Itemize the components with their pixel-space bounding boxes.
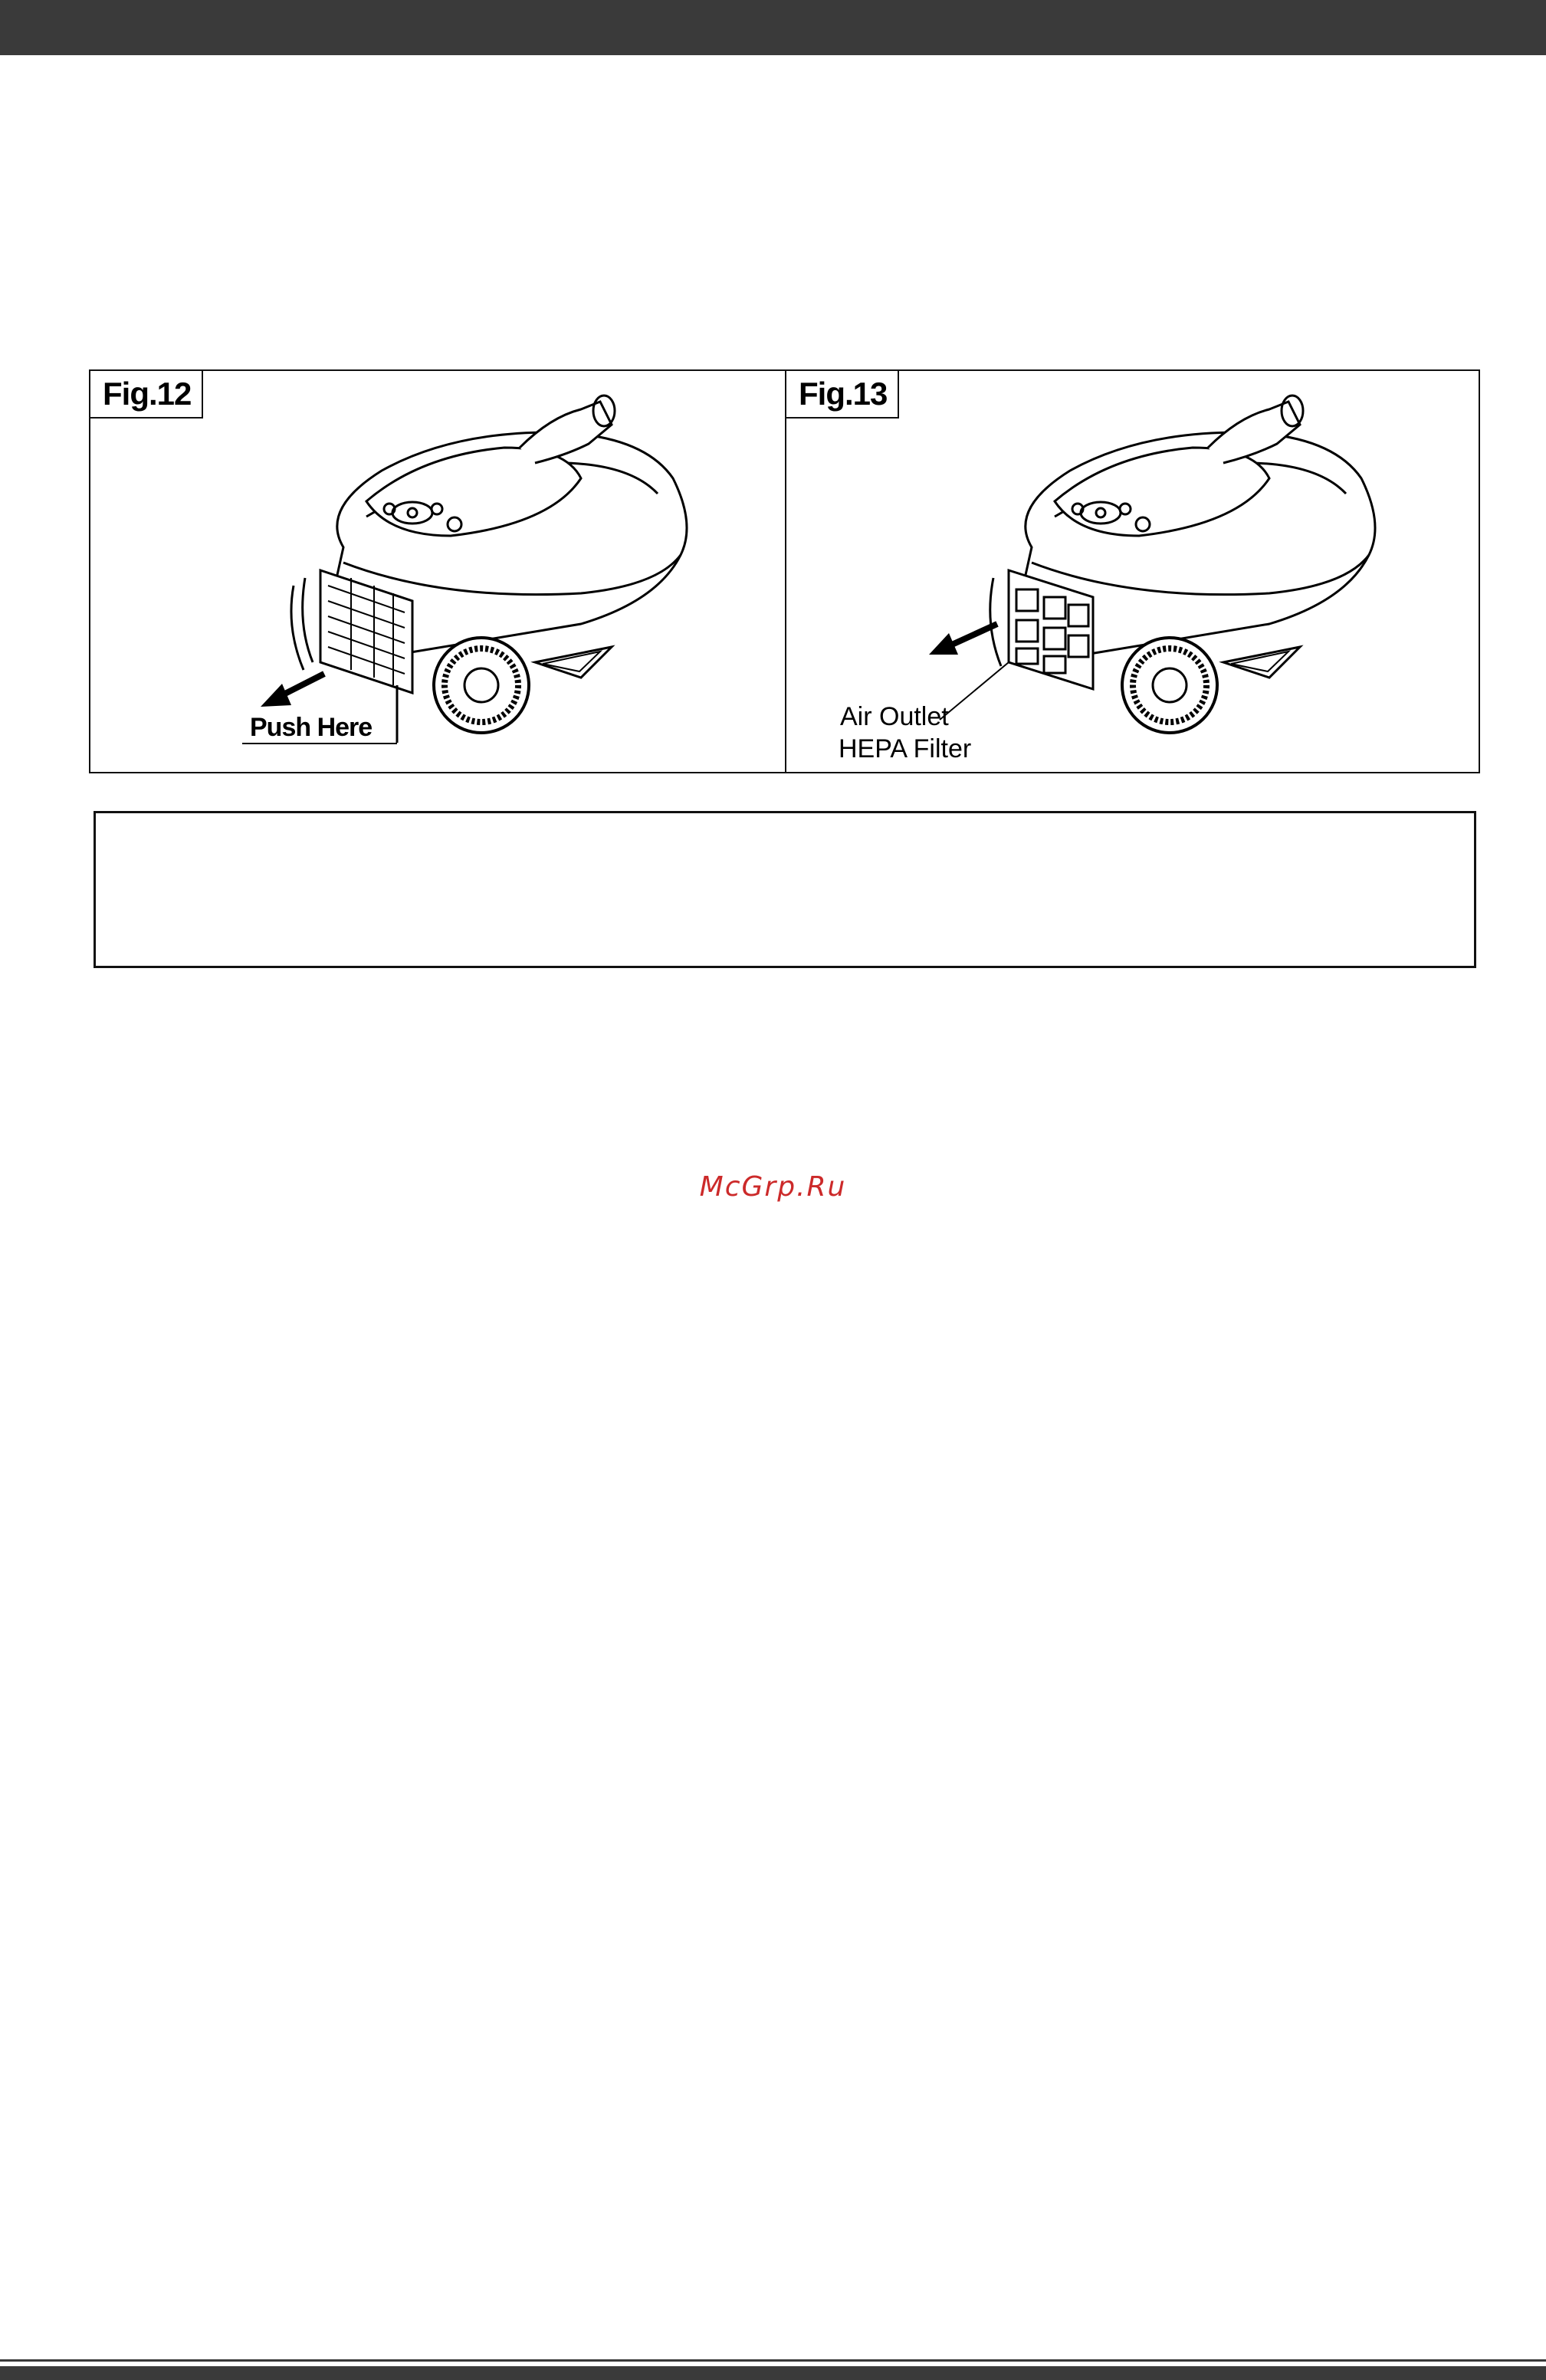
figure-13-label: Fig.13 bbox=[786, 371, 899, 419]
top-header-bar bbox=[0, 0, 1546, 55]
note-box bbox=[94, 811, 1476, 968]
figure-panel bbox=[89, 369, 1480, 773]
vacuum-illustration-fig12 bbox=[90, 371, 785, 772]
hepa-filter-callout: HEPA Filter bbox=[839, 734, 972, 763]
watermark: McGrp.Ru bbox=[699, 1171, 847, 1203]
figure-12-label: Fig.12 bbox=[90, 371, 203, 419]
air-outlet-callout: Air Outlet bbox=[840, 702, 949, 731]
figure-12 bbox=[90, 371, 786, 772]
bottom-rule bbox=[0, 2359, 1546, 2362]
figure-13 bbox=[786, 371, 1479, 772]
push-here-callout: Push Here bbox=[250, 713, 373, 742]
bottom-footer-bar bbox=[0, 2366, 1546, 2380]
